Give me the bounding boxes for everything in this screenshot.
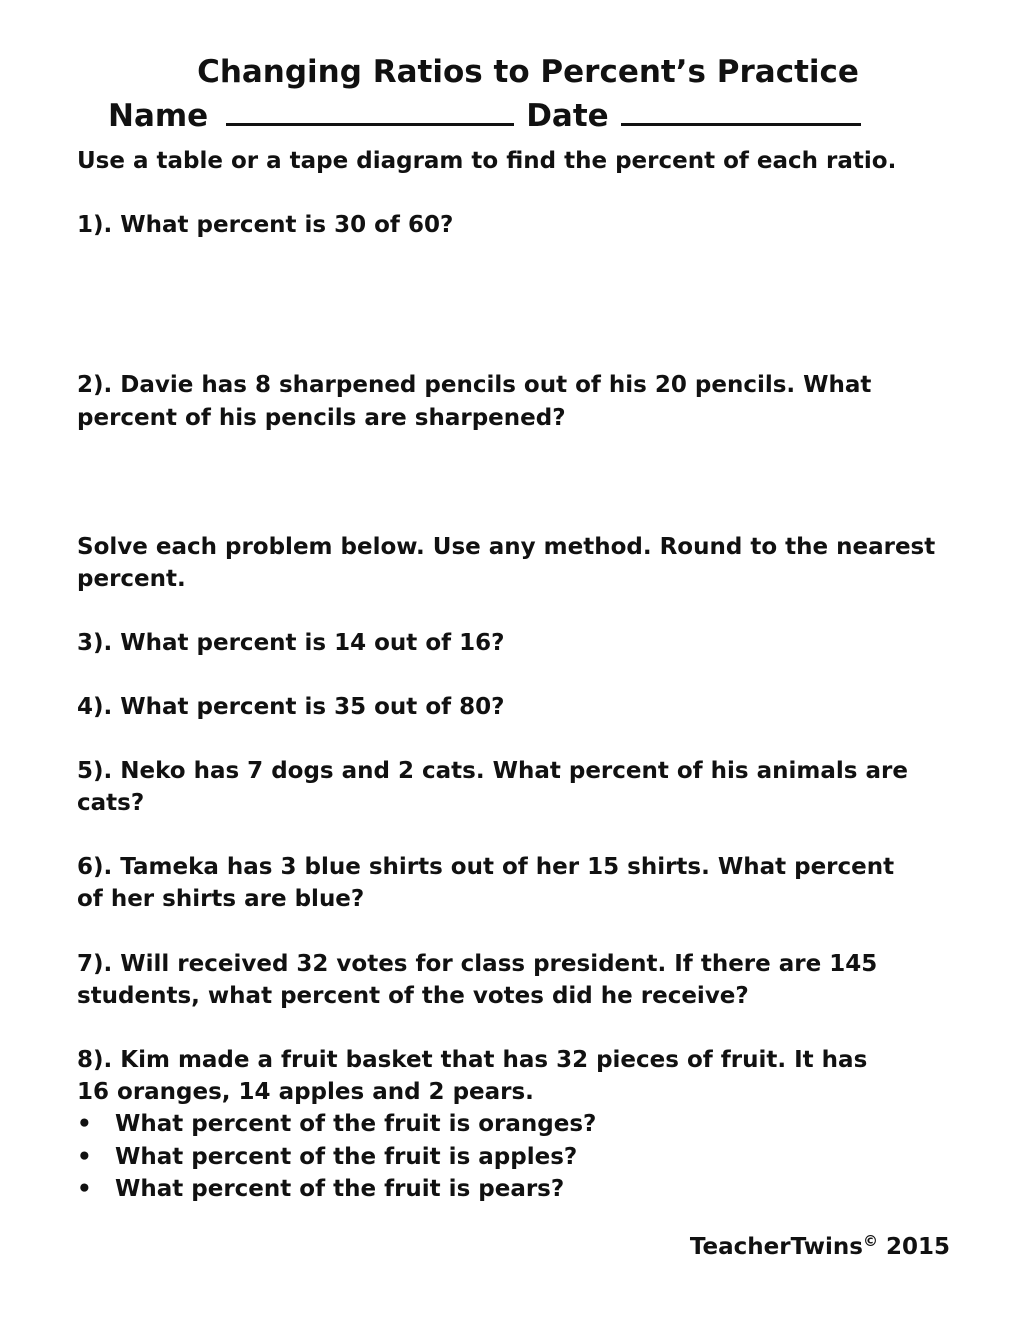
date-blank[interactable]	[621, 93, 861, 126]
problem-8-line-1: 8). Kim made a fruit basket that has 32 pieces of fruit. It has	[77, 1047, 868, 1073]
problem-7-line-2: students, what percent of the votes did he receive?	[77, 983, 749, 1009]
page-title: Changing Ratios to Percent’s Practice	[197, 54, 859, 90]
instructions-part2-line-2: percent.	[77, 566, 186, 592]
problem-7-line-1: 7). Will received 32 votes for class president. If there are 145	[77, 951, 878, 977]
date-label: Date	[526, 98, 609, 134]
problem-6-line-2: of her shirts are blue?	[77, 886, 365, 912]
copyright-footer	[690, 1225, 950, 1263]
problem-4-line-1: 4). What percent is 35 out of 80?	[77, 694, 505, 720]
problem-3-line-1: 3). What percent is 14 out of 16?	[77, 630, 505, 656]
footer-brand: TeacherTwins	[689, 1234, 863, 1260]
problem-5-line-1: 5). Neko has 7 dogs and 2 cats. What percent of his animals are	[77, 758, 908, 784]
name-label: Name	[108, 98, 209, 134]
instructions-part1: Use a table or a tape diagram to find the percent of each ratio.	[77, 148, 897, 174]
bullet-marker: •	[77, 1176, 92, 1202]
problem-8-line-2: 16 oranges, 14 apples and 2 pears.	[77, 1079, 534, 1105]
footer-year: 2015	[885, 1234, 950, 1260]
bullet-item	[77, 1173, 564, 1205]
problem-1-line-1: 1). What percent is 30 of 60?	[77, 212, 454, 238]
problem-5-line-2: cats?	[77, 790, 145, 816]
copyright-symbol: ©	[862, 1232, 878, 1250]
bullet-item	[77, 1108, 596, 1140]
bullet-text: What percent of the fruit is pears?	[115, 1176, 565, 1202]
instructions-part2-line-1: Solve each problem below. Use any method. Round to the nearest	[77, 534, 936, 560]
problem-6-line-1: 6). Tameka has 3 blue shirts out of her 15 shirts. What percent	[77, 854, 895, 880]
bullet-text: What percent of the fruit is apples?	[115, 1144, 578, 1170]
bullet-marker: •	[77, 1144, 92, 1170]
name-date-line	[108, 93, 861, 136]
problem-2-line-1: 2). Davie has 8 sharpened pencils out of his 20 pencils. What	[77, 372, 872, 398]
bullet-marker: •	[77, 1111, 92, 1137]
problem-2-line-2: percent of his pencils are sharpened?	[77, 405, 566, 431]
name-blank[interactable]	[226, 93, 514, 126]
bullet-item	[77, 1141, 577, 1173]
bullet-text: What percent of the fruit is oranges?	[115, 1111, 597, 1137]
